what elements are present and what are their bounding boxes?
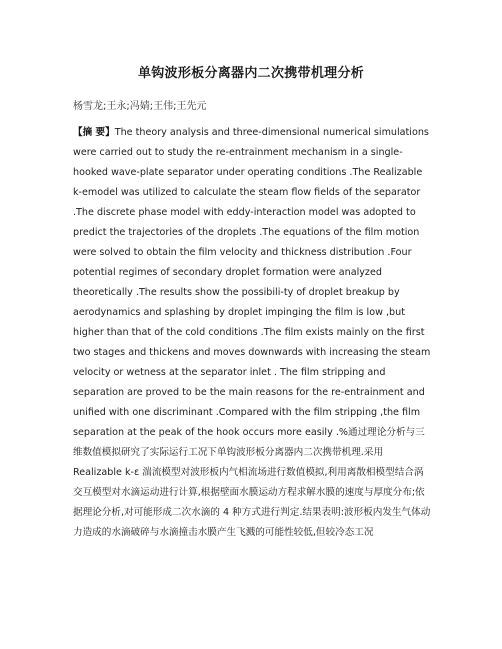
abstract-paragraph [73,123,431,543]
paper-title: 单钩波形板分离器内二次携带机理分析 [137,66,365,81]
abstract-text: The theory analysis and three-dimensional numerical simulations were carried out to study the re-entrainment mechanism in a single-hooked wave-plate separator under operating conditions .The Realizable k-emodel was utilized to calculate the steam flow fields of the separator .The discrete phase model with eddy-interaction model was adopted to predict the trajectories of the droplets .The equations of the film motion were solved to obtain the film velocity and thickness distribution .Four potential regimes of secondary droplet formation were analyzed theoretically .The results show the possibili-ty of droplet breakup by aerodynamics and splashing by droplet impinging the film is low ,but higher than that of the cold conditions .The film exists mainly on the first two stages and thickens and moves downwards with increasing the steam velocity or wetness at the separator inlet . The film stripping and separation are proved to be the main reasons for the re-entrainment and unified with one discriminant .Compared with the film stripping ,the film separation at the peak of the hook occurs more easily .%通过理论分析与三维数值模拟研究了实际运行工况下单钩波形板分离器内二次携带机理.采用Realizable k-ε 湍流模型对波形板内气相流场进行数值模拟,利用离散相模型结合涡交互模型对水滴运动进行计算,根据壁面水膜运动方程求解水膜的速度与厚度分布;依据理论分析,对可能形成二次水滴的 4 种方式进行判定.结果表明:波形板内发生气体动力造成的水滴破碎与水滴撞击水膜产生飞溅的可能性较低,但较冷态工况 [73,127,431,538]
author-list: 杨雪龙;王永;冯婧;王伟;王先元 [73,101,207,112]
abstract-label: 【摘 要】 [73,127,115,138]
